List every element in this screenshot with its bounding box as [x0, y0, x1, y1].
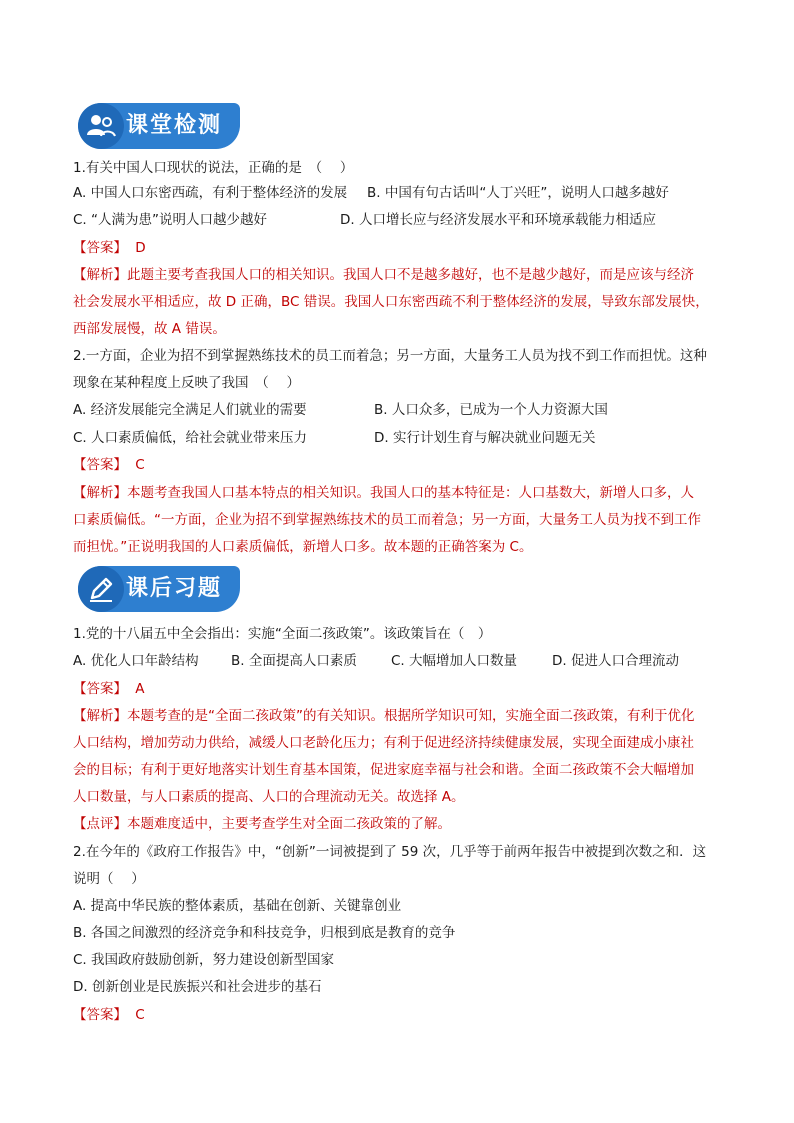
analysis-text: 本题考查的是“全面二孩政策”的有关知识。根据所学知识可知，实施全面二孩政策，有利于优化: [127, 708, 695, 724]
option-c: C. 人口素质偏低，给社会就业带来压力: [73, 430, 308, 446]
analysis-text: 会的目标；有利于更好地落实计划生育基本国策，促进家庭幸福与社会和谐。全面二孩政策不会大幅增加: [73, 762, 694, 778]
section-banner-class-check: [78, 103, 240, 149]
option-a: A. 提高中华民族的整体素质，基础在创新、关键靠创业: [73, 898, 402, 914]
analysis-line: [73, 483, 694, 503]
answer-tag: 【答案】: [73, 1007, 127, 1023]
analysis-text: 西部发展慢，故 A 错误。: [73, 321, 226, 337]
analysis-text: 口素质偏低。“一方面，企业为招不到掌握熟练技术的员工而着急；另一方面，大量务工人员为找不到工作: [73, 512, 701, 528]
option-c: C. “人满为患”说明人口越少越好: [73, 212, 267, 228]
question-stem: 现象在某种程度上反映了我国 （ ）: [73, 375, 301, 391]
question-stem: 1.党的十八届五中全会指出：实施“全面二孩政策”。该政策旨在（ ）: [73, 626, 492, 642]
option-b: B. 中国有句古话叫“人丁兴旺”，说明人口越多越好: [367, 185, 669, 201]
section-banner-after-class: [78, 566, 240, 612]
analysis-text: 人口数量，与人口素质的提高、人口的合理流动无关。故选择 A。: [73, 789, 465, 805]
option-b: B. 全面提高人口素质: [231, 653, 357, 669]
analysis-text: 此题主要考查我国人口的相关知识。我国人口不是越多越好，也不是越少越好，而是应该与经济: [127, 267, 694, 283]
option-c: C. 大幅增加人口数量: [391, 653, 518, 669]
option-a: A. 经济发展能完全满足人们就业的需要: [73, 402, 307, 418]
option-a: A. 中国人口东密西疏，有利于整体经济的发展: [73, 185, 348, 201]
option-c: C. 我国政府鼓励创新，努力建设创新型国家: [73, 952, 335, 968]
option-d: D. 促进人口合理流动: [552, 653, 679, 669]
analysis-tag: 【解析】: [73, 708, 127, 724]
question-stem: 2.在今年的《政府工作报告》中，“创新”一词被提到了 59 次，几乎等于前两年报告中被提到次数之和．这: [73, 844, 707, 860]
option-a: A. 优化人口年龄结构: [73, 653, 199, 669]
comment-line: [73, 814, 451, 834]
answer-line: [73, 679, 145, 699]
analysis-text: 社会发展水平相适应，故 D 正确，BC 错误。我国人口东密西疏不利于整体经济的发展，导致东部发展快，: [73, 294, 709, 310]
answer-tag: 【答案】: [73, 681, 127, 697]
answer-value: D: [135, 240, 146, 256]
analysis-line: [73, 265, 694, 285]
pencil-icon: [78, 566, 124, 612]
answer-value: C: [135, 1007, 145, 1023]
analysis-text: 而担忧。”正说明我国的人口素质偏低，新增人口多。故本题的正确答案为 C。: [73, 539, 533, 555]
analysis-tag: 【解析】: [73, 267, 127, 283]
option-d: D. 人口增长应与经济发展水平和环境承载能力相适应: [340, 212, 656, 228]
answer-line: [73, 1005, 145, 1025]
comment-tag: 【点评】: [73, 816, 127, 832]
analysis-text: 人口结构，增加劳动力供给，减缓人口老龄化压力；有利于促进经济持续健康发展，实现全面建成小康社: [73, 735, 694, 751]
analysis-text: 本题考查我国人口基本特点的相关知识。我国人口的基本特征是：人口基数大，新增人口多，人: [127, 485, 694, 501]
people-icon: [78, 103, 124, 149]
answer-value: C: [135, 457, 145, 473]
answer-value: A: [135, 681, 145, 697]
option-d: D. 实行计划生育与解决就业问题无关: [374, 430, 596, 446]
analysis-line: [73, 706, 695, 726]
answer-line: [73, 238, 146, 258]
answer-tag: 【答案】: [73, 240, 127, 256]
answer-line: [73, 455, 145, 475]
section-title: 课后习题: [126, 576, 223, 601]
option-d: D. 创新创业是民族振兴和社会进步的基石: [73, 979, 322, 995]
analysis-tag: 【解析】: [73, 485, 127, 501]
question-stem: 说明（ ）: [73, 871, 145, 887]
section-title: 课堂检测: [126, 113, 223, 138]
question-stem: 1.有关中国人口现状的说法，正确的是 （ ）: [73, 160, 354, 176]
option-b: B. 人口众多，已成为一个人力资源大国: [374, 402, 608, 418]
answer-tag: 【答案】: [73, 457, 127, 473]
option-b: B. 各国之间激烈的经济竞争和科技竞争，归根到底是教育的竞争: [73, 925, 456, 941]
question-stem: 2.一方面，企业为招不到掌握熟练技术的员工而着急；另一方面，大量务工人员为找不到工作而担忧。这种: [73, 348, 707, 364]
comment-text: 本题难度适中，主要考查学生对全面二孩政策的了解。: [127, 816, 451, 832]
